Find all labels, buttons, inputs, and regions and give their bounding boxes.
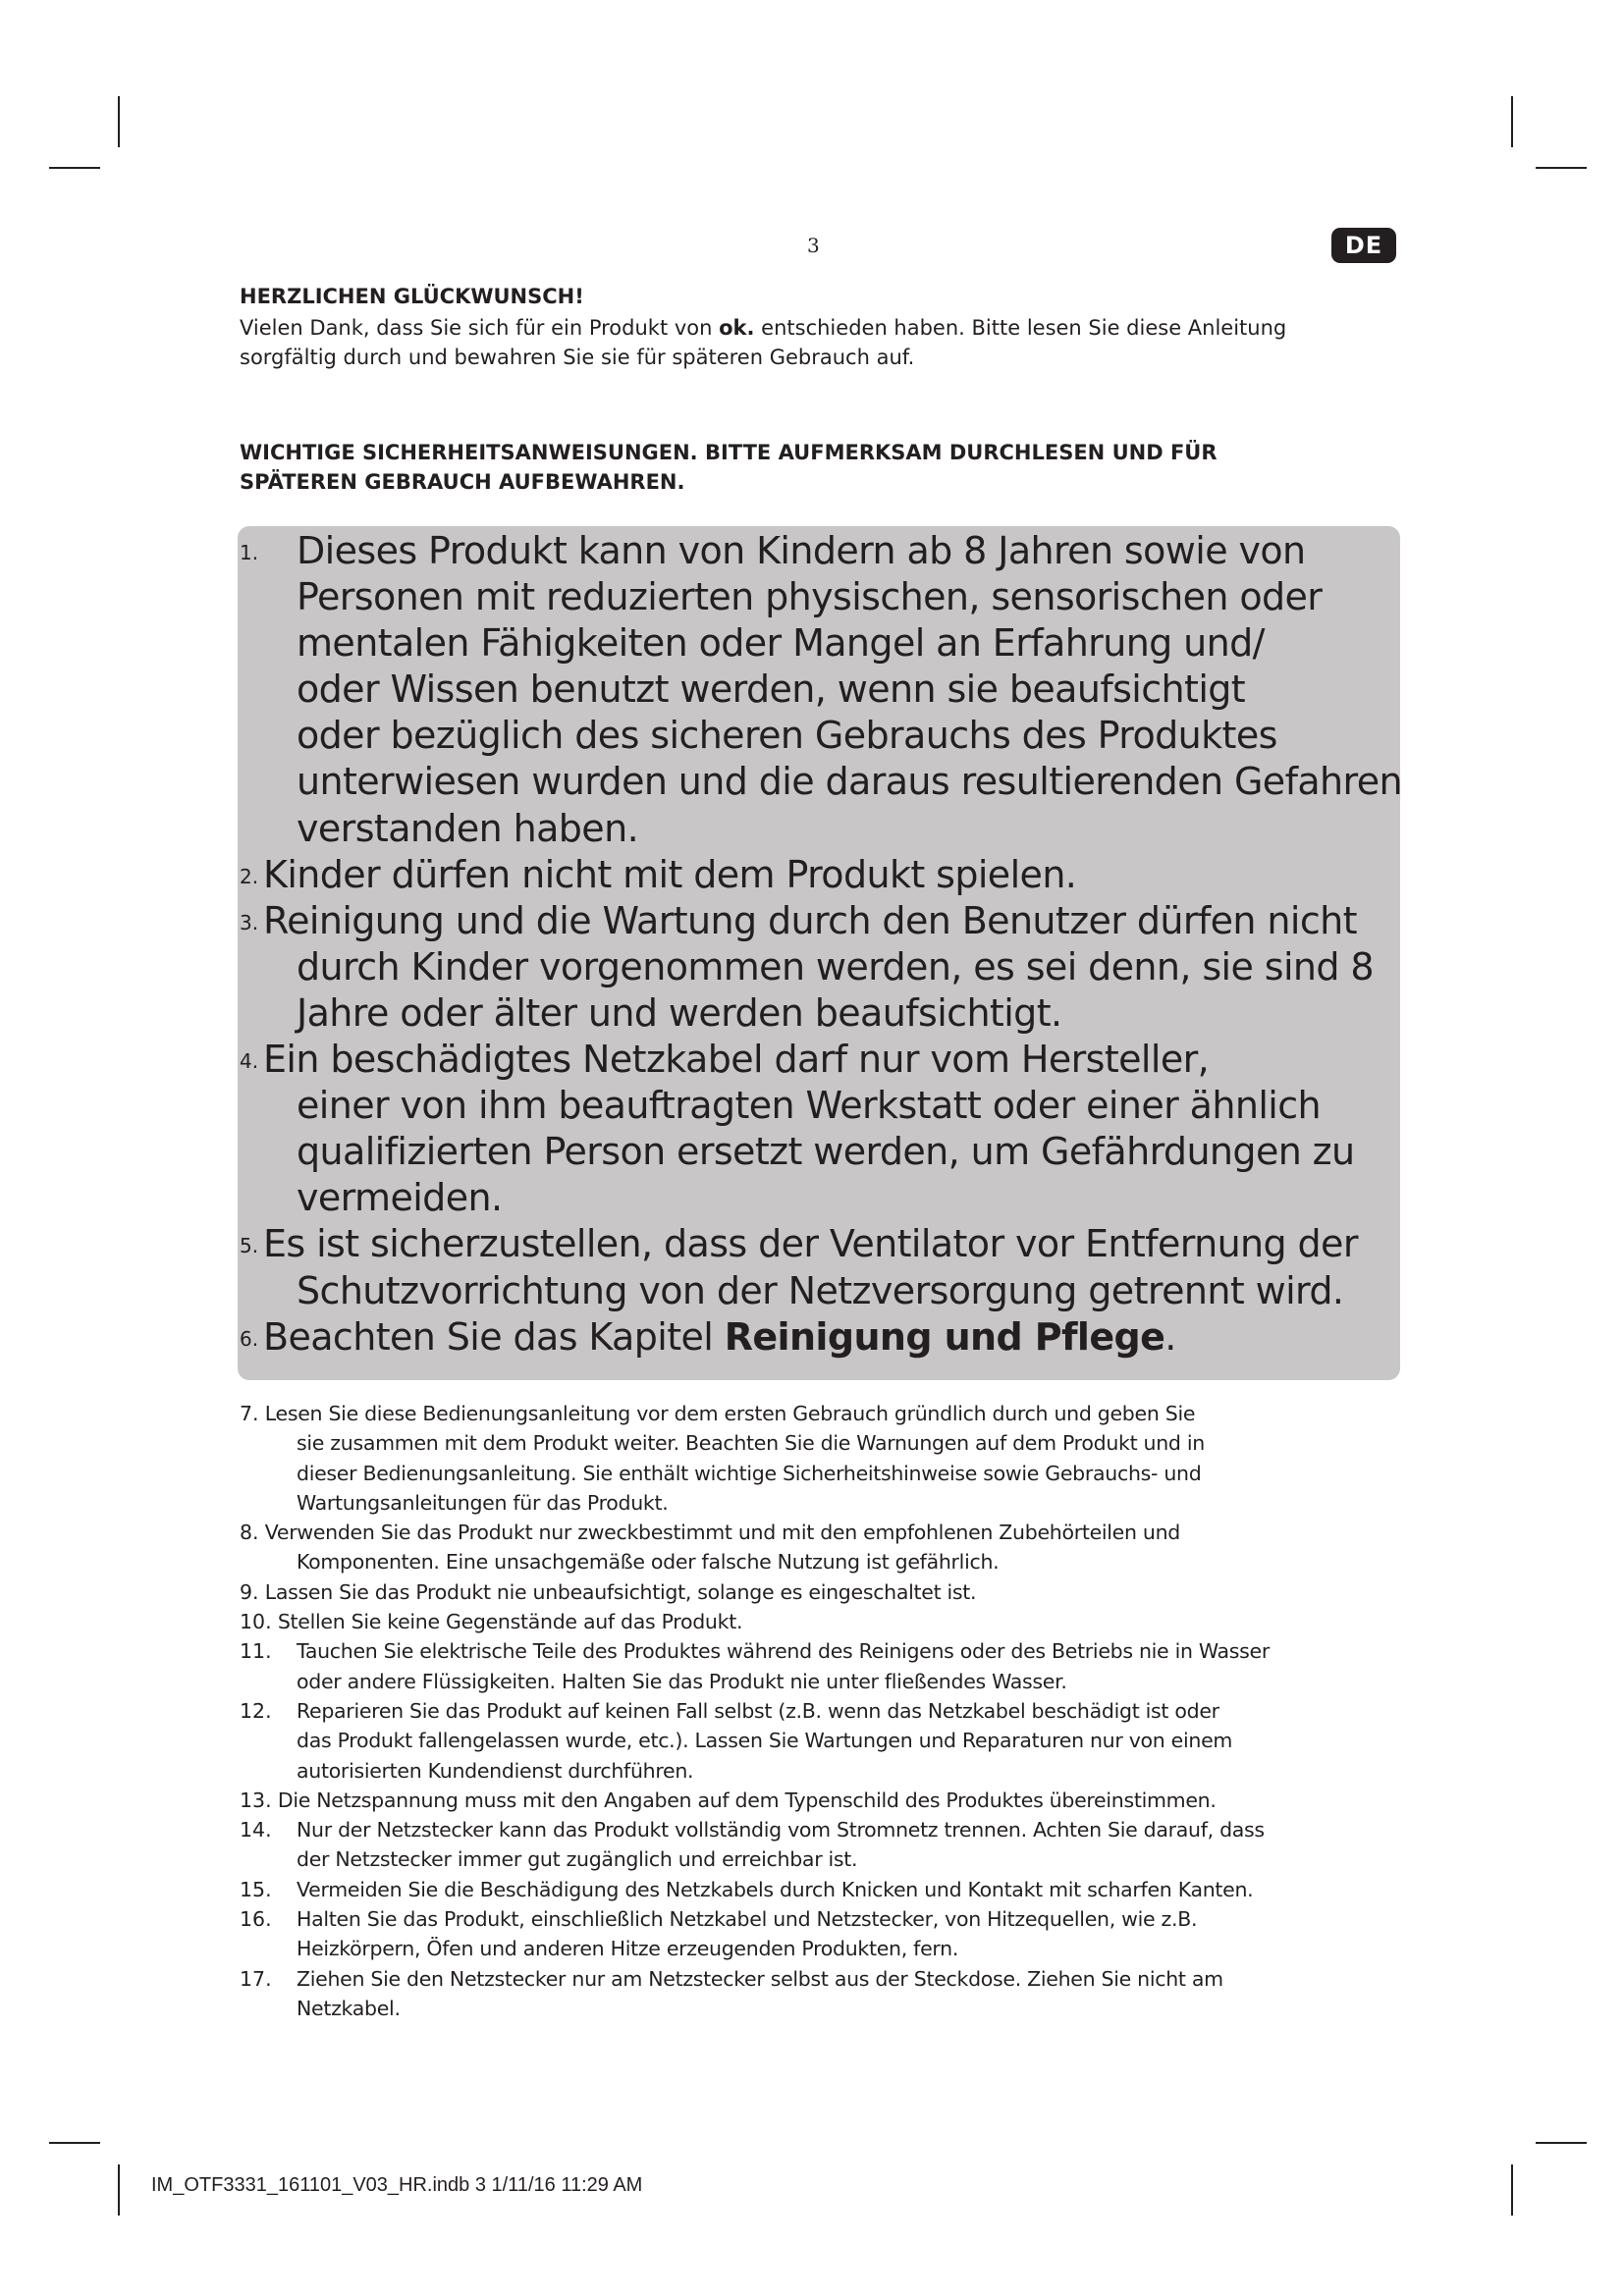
crop-mark-top-right-horizontal (1536, 167, 1587, 169)
list-item (240, 1636, 1408, 1696)
item-line: Heizkörpern, Öfen und anderen Hitze erzeugenden Produkten, fern. (297, 1937, 959, 1961)
item-line (240, 1875, 1408, 1904)
item-number: 6. (240, 1326, 259, 1351)
crop-mark-top-left-vertical (118, 96, 120, 147)
list-item (240, 528, 1413, 852)
item-number: 3. (240, 910, 259, 934)
item-line: oder Wissen benutzt werden, wenn sie beaufsichtigt (297, 667, 1246, 712)
highlighted-safety-list (240, 528, 1413, 1361)
list-item (240, 1037, 1413, 1221)
safety-heading-line-1: WICHTIGE SICHERHEITSANWEISUNGEN. BITTE AUFMERKSAM DURCHLESEN UND FÜR (240, 441, 1218, 464)
intro-line-1 (240, 313, 1398, 343)
list-item (240, 1904, 1408, 1964)
item-line: Es ist sicherzustellen, dass der Ventilator vor Entfernung der (263, 1222, 1358, 1266)
item-number: 11. (240, 1639, 272, 1664)
intro-text-part: Vielen Dank, dass Sie sich für ein Produkt von (240, 316, 720, 340)
list-item (240, 1964, 1408, 2024)
item-line: mentalen Fähigkeiten oder Mangel an Erfahrung und/ (297, 621, 1265, 666)
item-line: Dieses Produkt kann von Kindern ab 8 Jahren sowie von (297, 529, 1306, 572)
item-number: 7. (240, 1402, 259, 1425)
item-number: 17. (240, 1966, 272, 1991)
item-text: Tauchen Sie elektrische Teile des Produktes während des Reinigens oder des Betriebs nie in Wasser (297, 1639, 1270, 1664)
item-line: autorisierten Kundendienst durchführen. (297, 1758, 694, 1783)
brand-name: ok. (719, 316, 755, 340)
crop-mark-top-right-vertical (1511, 96, 1513, 147)
item-line (240, 1636, 1408, 1666)
list-item (240, 1696, 1408, 1786)
item-line (240, 1904, 1408, 1934)
item-line: Jahre oder älter und werden beaufsichtigt. (297, 990, 1062, 1035)
item-text: . (1164, 1314, 1176, 1359)
item-line: einer von ihm beauftragten Werkstatt oder einer ähnlich (297, 1084, 1322, 1128)
item-line: Ein beschädigtes Netzkabel darf nur vom Hersteller, (263, 1038, 1210, 1082)
item-text: Beachten Sie das Kapitel (263, 1314, 725, 1359)
item-line (240, 1786, 1408, 1815)
item-number: 2. (240, 864, 259, 888)
item-text: Lassen Sie das Produkt nie unbeaufsichtigt, solange es eingeschaltet ist. (264, 1579, 977, 1604)
item-number: 12. (240, 1698, 272, 1723)
list-item (240, 852, 1413, 898)
item-line (240, 1815, 1408, 1844)
item-text: Verwenden Sie das Produkt nur zweckbestimmt und mit den empfohlenen Zubehörteilen und (264, 1521, 1180, 1545)
item-text: Halten Sie das Produkt, einschließlich Netzkabel und Netzstecker, von Hitzequellen, wie z.B. (297, 1907, 1198, 1932)
safety-instructions-list (240, 1399, 1408, 2023)
item-line: oder andere Flüssigkeiten. Halten Sie das Produkt nie unter fließendes Wasser. (297, 1669, 1067, 1693)
list-item (240, 898, 1413, 1037)
print-slug: IM_OTF3331_161101_V03_HR.indb 3 1/11/16 11:29 AM (151, 2174, 643, 2196)
list-item (240, 1399, 1408, 1518)
item-line: unterwiesen wurden und die daraus resultierenden Gefahren (297, 760, 1402, 804)
crop-mark-bottom-left-vertical (118, 2164, 120, 2216)
list-item (240, 1314, 1413, 1361)
item-line: Personen mit reduzierten physischen, sensorischen oder (297, 575, 1323, 619)
item-line: sie zusammen mit dem Produkt weiter. Beachten Sie die Warnungen auf dem Produkt und in (297, 1431, 1205, 1456)
item-line: vermeiden. (297, 1176, 503, 1220)
list-item (240, 1607, 1408, 1636)
item-line: Komponenten. Eine unsachgemäße oder falsche Nutzung ist gefährlich. (297, 1550, 1000, 1575)
item-text: Stellen Sie keine Gegenstände auf das Produkt. (277, 1610, 743, 1634)
item-line (263, 1314, 1413, 1361)
item-number: 13. (240, 1788, 272, 1812)
crop-mark-bottom-right-horizontal (1536, 2142, 1587, 2144)
list-item (240, 1577, 1408, 1607)
item-line: dieser Bedienungsanleitung. Sie enthält wichtige Sicherheitshinweise sowie Gebrauchs- und (297, 1461, 1202, 1485)
list-item (240, 1221, 1413, 1313)
item-line: Schutzvorrichtung von der Netzversorgung getrennt wird. (297, 1268, 1344, 1312)
safety-heading-line-2: SPÄTEREN GEBRAUCH AUFBEWAHREN. (240, 470, 685, 494)
list-item (240, 1875, 1408, 1904)
item-number: 4. (240, 1049, 259, 1074)
item-number: 1. (240, 541, 259, 564)
item-line (240, 1696, 1408, 1726)
item-text: Ziehen Sie den Netzstecker nur am Netzstecker selbst aus der Steckdose. Ziehen Sie nicht am (297, 1966, 1223, 1991)
item-text: Lesen Sie diese Bedienungsanleitung vor dem ersten Gebrauch gründlich durch und geben Sie (264, 1402, 1196, 1425)
item-number: 14. (240, 1818, 272, 1842)
item-line: verstanden haben. (297, 806, 639, 850)
page-number: 3 (807, 234, 820, 257)
item-number: 10. (240, 1610, 272, 1634)
list-item (240, 1815, 1408, 1875)
safety-heading (240, 438, 1398, 497)
item-line: der Netzstecker immer gut zugänglich und erreichbar ist. (297, 1847, 858, 1872)
crop-mark-bottom-right-vertical (1511, 2164, 1513, 2216)
item-text: Nur der Netzstecker kann das Produkt vollständig vom Stromnetz trennen. Achten Sie darauf, dass (297, 1818, 1265, 1842)
item-text: Vermeiden Sie die Beschädigung des Netzkabels durch Knicken und Kontakt mit scharfen Kanten. (297, 1877, 1254, 1901)
item-line: durch Kinder vorgenommen werden, es sei denn, sie sind 8 (297, 944, 1374, 988)
intro-paragraph (240, 313, 1398, 372)
crop-mark-top-left-horizontal (49, 167, 100, 169)
item-line: Netzkabel. (297, 1996, 401, 2020)
item-number: 8. (240, 1521, 259, 1545)
language-badge: DE (1331, 228, 1396, 263)
item-line: oder bezüglich des sicheren Gebrauchs des Produktes (297, 714, 1277, 758)
intro-line-2: sorgfältig durch und bewahren Sie sie für späteren Gebrauch auf. (240, 346, 915, 369)
item-line: Kinder dürfen nicht mit dem Produkt spielen. (263, 852, 1077, 896)
item-number: 9. (240, 1579, 259, 1604)
item-line (240, 1964, 1408, 1994)
item-text: Die Netzspannung muss mit den Angaben auf dem Typenschild des Produktes übereinstimmen. (277, 1788, 1217, 1812)
item-line: Reinigung und die Wartung durch den Benutzer dürfen nicht (263, 898, 1357, 942)
crop-mark-bottom-left-horizontal (49, 2142, 100, 2144)
item-line: das Produkt fallengelassen wurde, etc.). Lassen Sie Wartungen und Reparaturen nur von einem (297, 1729, 1233, 1753)
intro-text-part: entschieden haben. Bitte lesen Sie diese Anleitung (754, 316, 1287, 340)
list-item (240, 1518, 1408, 1577)
intro-heading: HERZLICHEN GLÜCKWUNSCH! (240, 285, 584, 308)
item-line (240, 1577, 1408, 1607)
item-text: Reparieren Sie das Produkt auf keinen Fall selbst (z.B. wenn das Netzkabel beschädigt ist oder (297, 1698, 1219, 1723)
item-line (240, 1518, 1408, 1547)
item-number: 5. (240, 1234, 259, 1258)
item-line (240, 1399, 1408, 1428)
item-line (240, 1607, 1408, 1636)
item-number: 16. (240, 1907, 272, 1932)
item-line: qualifizierten Person ersetzt werden, um Gefährdungen zu (297, 1130, 1355, 1174)
list-item (240, 1786, 1408, 1815)
chapter-reference: Reinigung und Pflege (724, 1314, 1165, 1359)
item-line: Wartungsanleitungen für das Produkt. (297, 1490, 669, 1515)
item-number: 15. (240, 1877, 272, 1901)
